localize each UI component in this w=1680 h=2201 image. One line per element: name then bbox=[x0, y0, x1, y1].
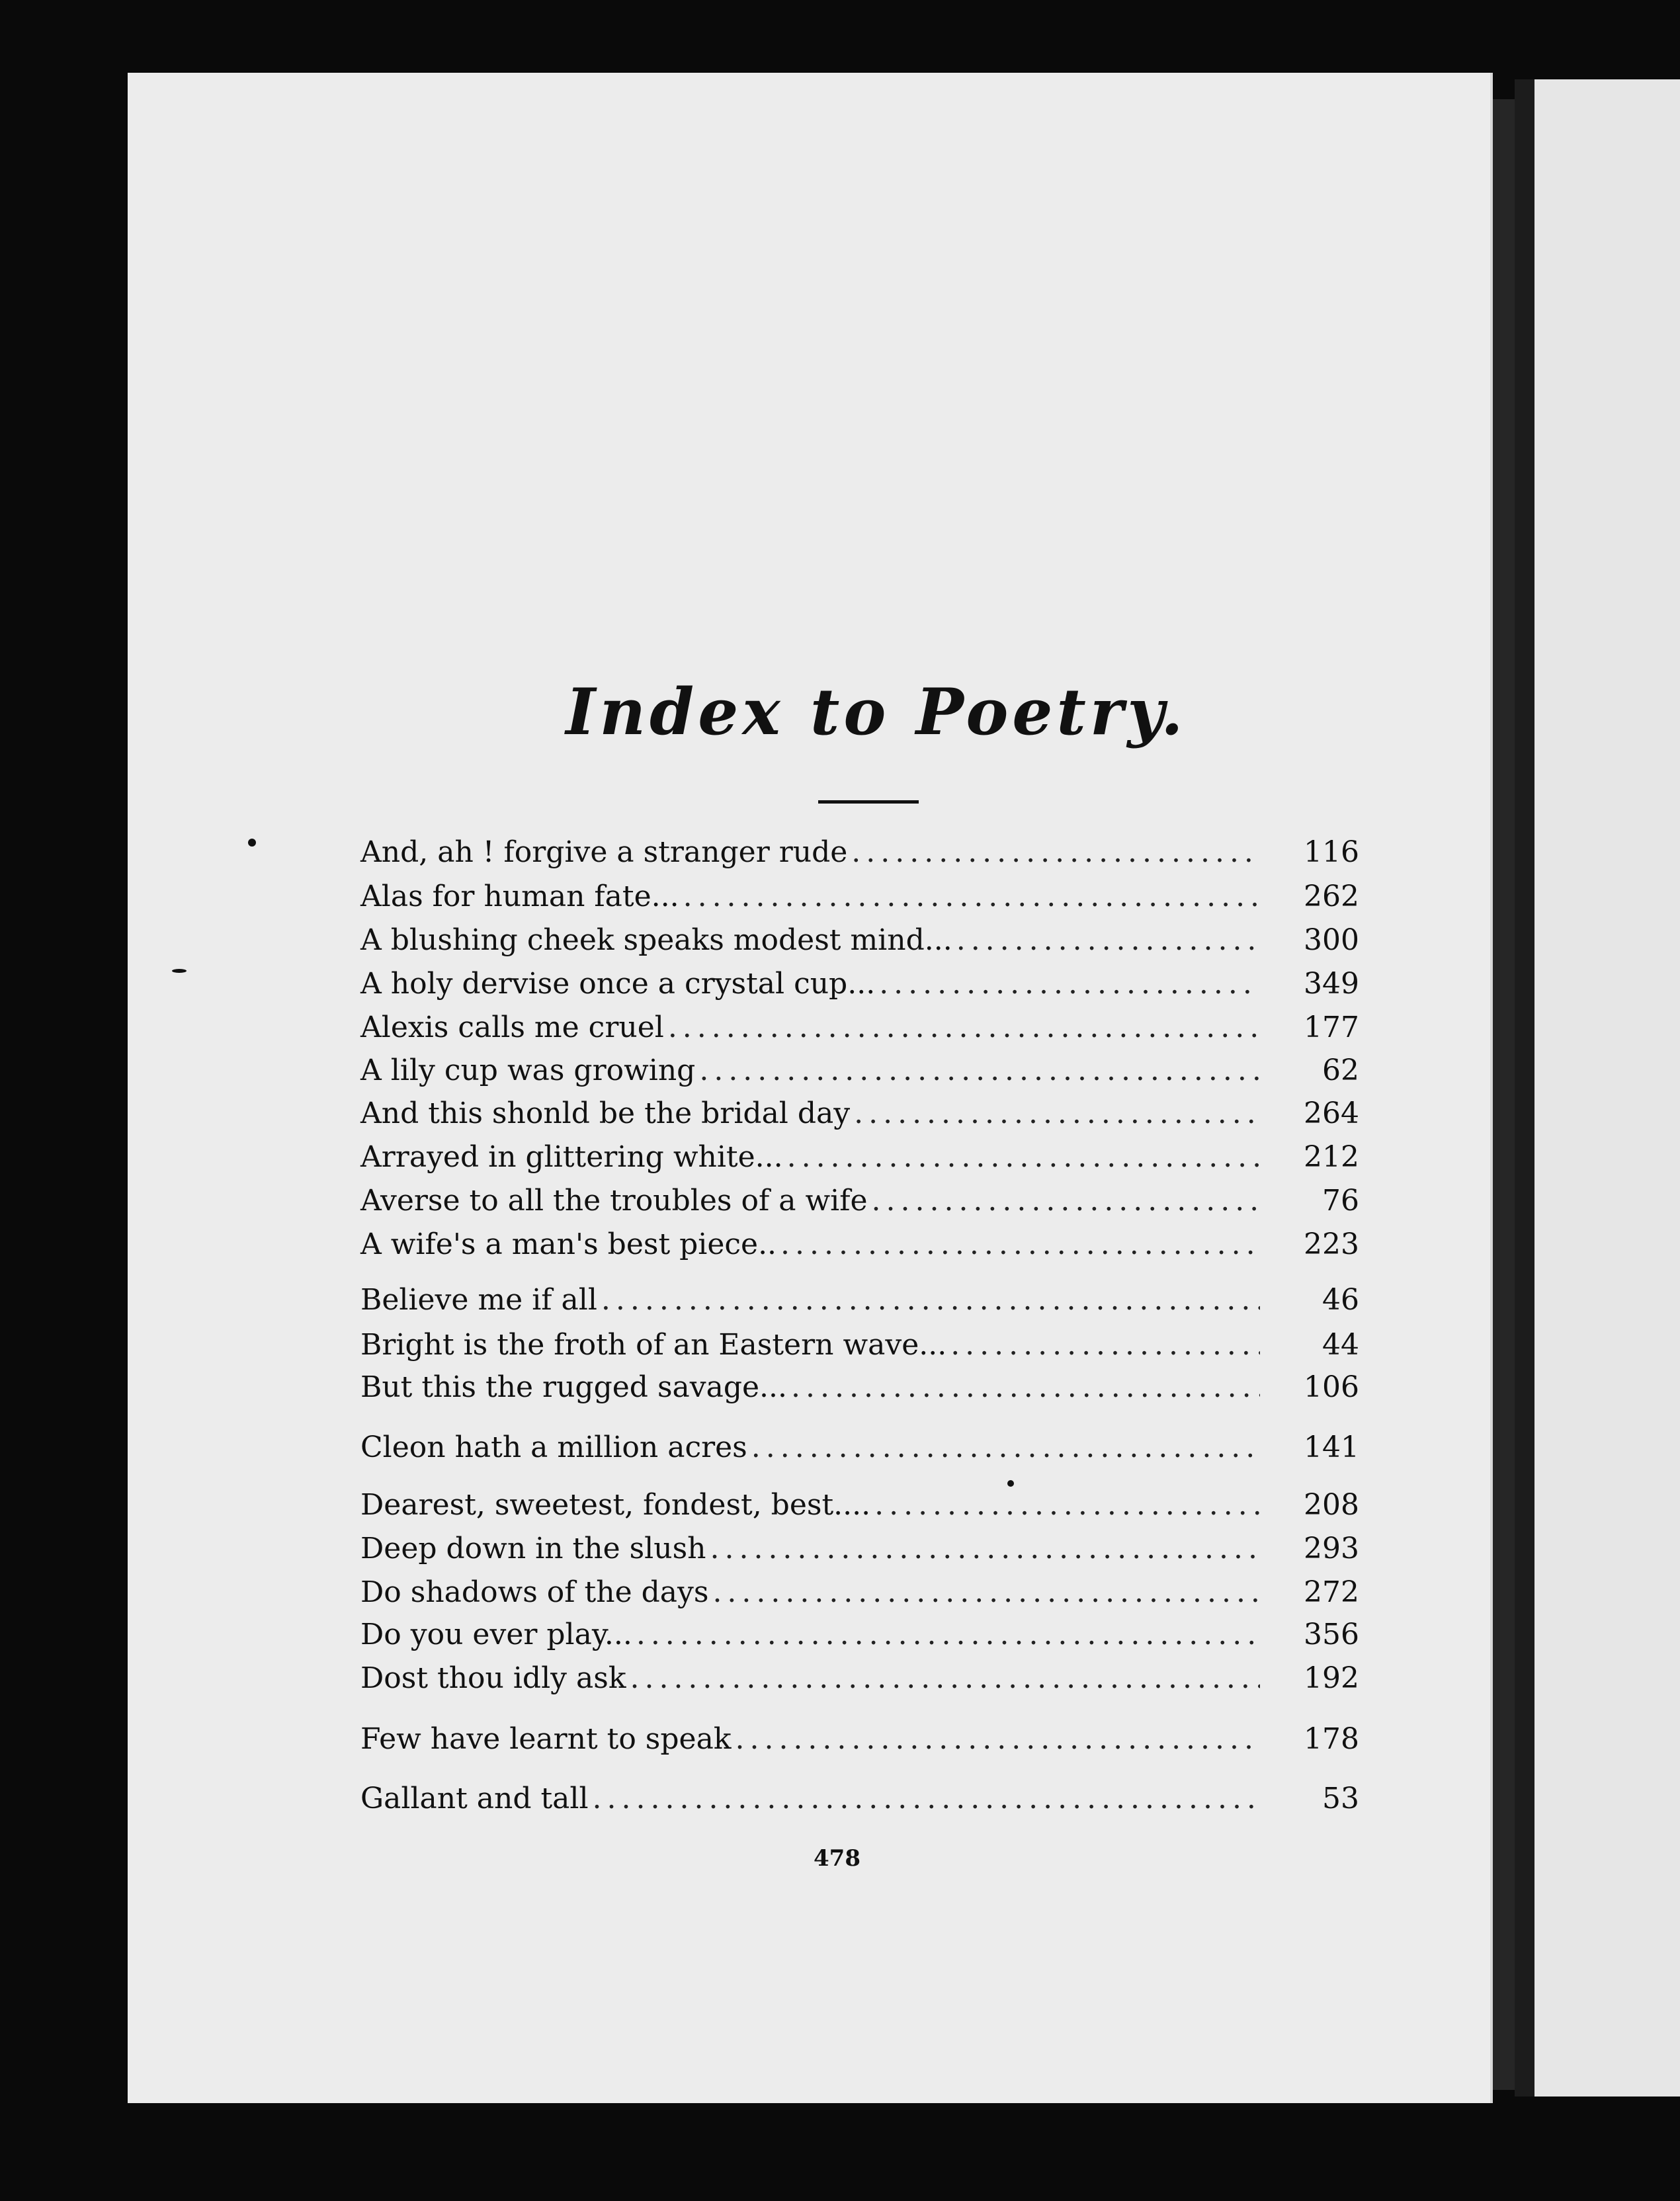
entry-text: Do shadows of the days bbox=[360, 1575, 709, 1609]
leader-dots bbox=[851, 835, 1260, 869]
index-entry bbox=[360, 1140, 1366, 1186]
leader-dots bbox=[683, 880, 1260, 913]
entry-page: 76 bbox=[1322, 1184, 1359, 1218]
facing-page-edge bbox=[1515, 79, 1680, 2097]
entry-page: 44 bbox=[1322, 1328, 1359, 1362]
index-entry bbox=[360, 1227, 1366, 1274]
entry-page: 293 bbox=[1304, 1532, 1359, 1565]
entry-text: Do you ever play... bbox=[360, 1618, 632, 1651]
entry-text: And this shonld be the bridal day bbox=[360, 1097, 851, 1130]
index-entry bbox=[360, 1575, 1366, 1622]
entry-text: Dost thou idly ask bbox=[360, 1661, 626, 1695]
index-entry bbox=[360, 923, 1366, 970]
leader-dots bbox=[630, 1661, 1260, 1695]
leader-dots bbox=[699, 1054, 1260, 1087]
leader-dots bbox=[872, 1184, 1260, 1218]
index-entry bbox=[360, 1011, 1366, 1057]
index-entry bbox=[360, 1532, 1366, 1578]
entry-page: 141 bbox=[1304, 1431, 1359, 1464]
leader-dots bbox=[854, 1097, 1260, 1130]
entry-text: And, ah ! forgive a stranger rude bbox=[360, 835, 848, 869]
index-entry bbox=[360, 1328, 1366, 1374]
entry-text: A wife's a man's best piece.. bbox=[360, 1227, 777, 1261]
leader-dots bbox=[593, 1782, 1260, 1815]
entry-text: Bright is the froth of an Eastern wave... bbox=[360, 1328, 947, 1362]
leader-dots bbox=[956, 923, 1260, 957]
index-entry bbox=[360, 1488, 1366, 1534]
index-entry bbox=[360, 1184, 1366, 1230]
entry-text: A lily cup was growing bbox=[360, 1054, 696, 1087]
index-entry bbox=[360, 835, 1366, 882]
entry-text: Gallant and tall bbox=[360, 1782, 589, 1815]
entry-page: 212 bbox=[1304, 1140, 1359, 1174]
entry-page: 272 bbox=[1304, 1575, 1359, 1609]
entry-page: 262 bbox=[1304, 880, 1359, 913]
entry-page: 53 bbox=[1322, 1782, 1359, 1815]
leader-dots bbox=[950, 1328, 1260, 1362]
page-number: 478 bbox=[814, 1845, 861, 1872]
entry-text: Believe me if all bbox=[360, 1283, 597, 1317]
leader-dots bbox=[879, 967, 1260, 1001]
entry-text: A holy dervise once a crystal cup... bbox=[360, 967, 876, 1001]
index-entry bbox=[360, 1661, 1366, 1708]
entry-text: Deep down in the slush bbox=[360, 1532, 706, 1565]
entry-text: Cleon hath a million acres bbox=[360, 1431, 747, 1464]
entry-text: Averse to all the troubles of a wife bbox=[360, 1184, 868, 1218]
leader-dots bbox=[668, 1011, 1260, 1044]
entry-text: Arrayed in glittering white... bbox=[360, 1140, 783, 1174]
index-entry bbox=[360, 1054, 1366, 1100]
leader-dots bbox=[712, 1575, 1260, 1609]
entry-text: Alas for human fate... bbox=[360, 880, 679, 913]
entry-page: 264 bbox=[1304, 1097, 1359, 1130]
leader-dots bbox=[636, 1618, 1260, 1651]
entry-page: 356 bbox=[1304, 1618, 1359, 1651]
leader-dots bbox=[751, 1431, 1260, 1464]
scan-speck bbox=[1007, 1480, 1014, 1487]
leader-dots bbox=[735, 1722, 1260, 1756]
entry-text: A blushing cheek speaks modest mind... bbox=[360, 923, 952, 957]
index-entry bbox=[360, 967, 1366, 1013]
entry-page: 177 bbox=[1304, 1011, 1359, 1044]
entry-text: But this the rugged savage... bbox=[360, 1370, 788, 1404]
entry-text: Few have learnt to speak bbox=[360, 1722, 732, 1756]
leader-dots bbox=[787, 1140, 1260, 1174]
leader-dots bbox=[791, 1370, 1260, 1404]
leader-dots bbox=[601, 1283, 1260, 1317]
scan-speck bbox=[248, 839, 256, 847]
page-title: Index to Poetry. bbox=[566, 675, 1187, 749]
index-entry bbox=[360, 1722, 1366, 1768]
entry-page: 349 bbox=[1304, 967, 1359, 1001]
entry-text: Dearest, sweetest, fondest, best.... bbox=[360, 1488, 871, 1522]
title-rule bbox=[818, 800, 919, 804]
index-entry bbox=[360, 1283, 1366, 1329]
leader-dots bbox=[874, 1488, 1260, 1522]
index-entry bbox=[360, 1370, 1366, 1417]
entry-page: 192 bbox=[1304, 1661, 1359, 1695]
entry-page: 106 bbox=[1304, 1370, 1359, 1404]
index-entry bbox=[360, 1782, 1366, 1828]
entry-page: 46 bbox=[1322, 1283, 1359, 1317]
entry-page: 178 bbox=[1304, 1722, 1359, 1756]
leader-dots bbox=[710, 1532, 1261, 1565]
entry-page: 62 bbox=[1322, 1054, 1359, 1087]
entry-page: 116 bbox=[1304, 835, 1359, 869]
index-entry bbox=[360, 1097, 1366, 1143]
entry-text: Alexis calls me cruel bbox=[360, 1011, 664, 1044]
index-entry bbox=[360, 880, 1366, 926]
index-entry bbox=[360, 1618, 1366, 1664]
index-entry bbox=[360, 1431, 1366, 1477]
entry-page: 223 bbox=[1304, 1227, 1359, 1261]
entry-page: 208 bbox=[1304, 1488, 1359, 1522]
scan-speck bbox=[172, 969, 187, 973]
entry-page: 300 bbox=[1304, 923, 1359, 957]
leader-dots bbox=[780, 1227, 1260, 1261]
